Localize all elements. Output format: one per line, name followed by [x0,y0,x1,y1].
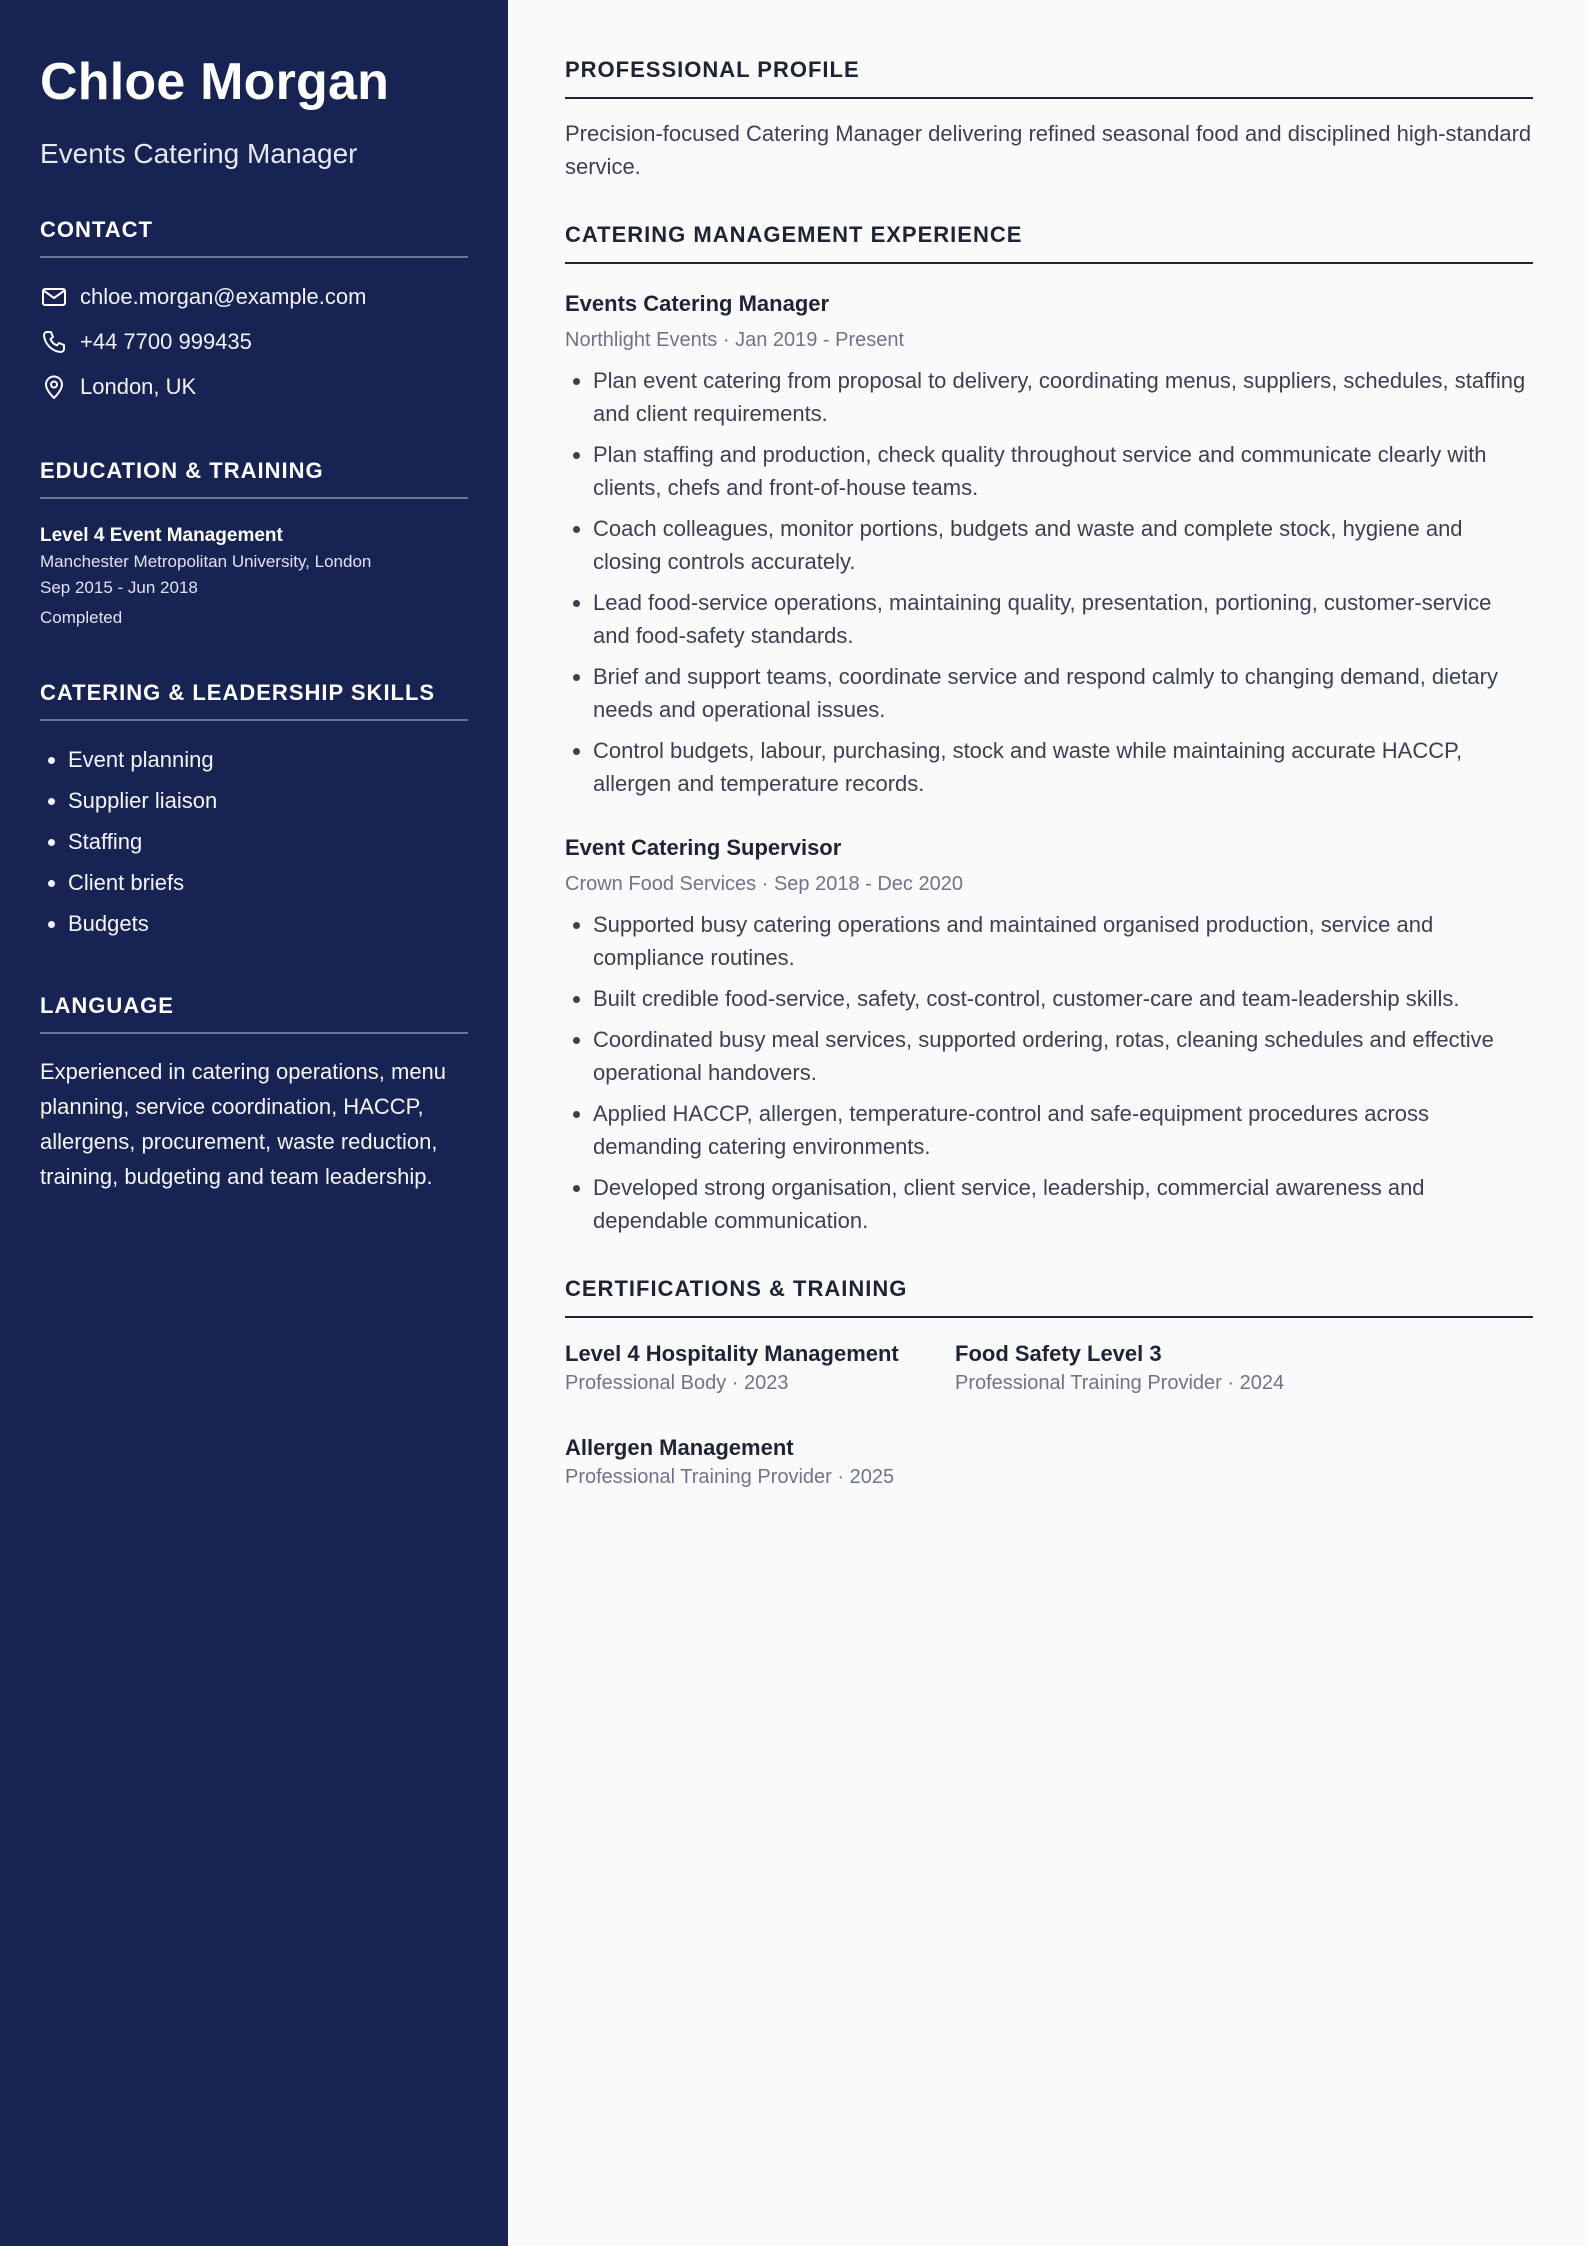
certification-meta: Professional Body · 2023 [565,1372,789,1394]
location-pin-icon [40,373,68,401]
candidate-role: Events Catering Manager [40,138,358,169]
skill-item: • Budgets [68,903,468,944]
certification-title: Food Safety Level 3 [955,1341,1162,1366]
sidebar [0,0,508,2246]
certification-entry [955,1340,1345,1398]
education-entry [40,523,468,631]
phone-text: +44 7700 999435 [80,328,252,354]
job-bullet: • Coach colleagues, monitor portions, budgets and waste and complete stock, hygiene and closing controls accurately. [593,512,1533,578]
candidate-name: Chloe Morgan [40,53,390,111]
experience-section [565,221,1533,1237]
job-bullets [565,908,1533,1237]
job-meta: Crown Food Services · Sep 2018 - Dec 2020 [565,873,963,895]
job-meta: Northlight Events · Jan 2019 - Present [565,329,905,351]
certification-entry [565,1434,955,1492]
certifications-heading: CERTIFICATIONS & TRAINING [565,1275,1533,1318]
job-bullet: • Plan staffing and production, check quality throughout service and communicate clearly with clients, chefs and front-of-house teams. [593,438,1533,504]
main-content [508,0,1588,2246]
language-text: Experienced in catering operations, menu planning, service coordination, HACCP, allergens, procurement, waste reduction, training, budgeting and team leadership. [40,1059,447,1189]
job-bullet: • Built credible food-service, safety, cost-control, customer-care and team-leadership skills. [593,982,1533,1015]
certification-entry [565,1340,955,1398]
skill-item: • Supplier liaison [68,780,468,821]
job-entry [565,290,1533,800]
profile-section [565,56,1533,183]
job-bullet: • Plan event catering from proposal to delivery, coordinating menus, suppliers, schedules, staffing and client requirements. [593,364,1533,430]
job-bullet: • Brief and support teams, coordinate service and respond calmly to changing demand, dietary needs and operational issues. [593,660,1533,726]
contact-email[interactable] [40,274,468,319]
job-bullet: • Supported busy catering operations and maintained organised production, service and compliance routines. [593,908,1533,974]
experience-heading: CATERING MANAGEMENT EXPERIENCE [565,221,1533,264]
education-dates: Sep 2015 - Jun 2018 [40,578,198,597]
skill-item: • Event planning [68,739,468,780]
job-bullets [565,364,1533,800]
education-status: Completed [40,608,123,627]
certifications-section [565,1275,1533,1528]
phone-icon [40,328,68,356]
job-bullet: • Control budgets, labour, purchasing, stock and waste while maintaining accurate HACCP, allergen and temperature records. [593,734,1533,800]
skill-item: • Staffing [68,821,468,862]
contact-phone[interactable] [40,319,468,364]
job-bullet: • Lead food-service operations, maintaining quality, presentation, portioning, customer-service and food-safety standards. [593,586,1533,652]
education-school: Manchester Metropolitan University, London [40,552,372,571]
mail-icon [40,283,68,311]
skills-heading: CATERING & LEADERSHIP SKILLS [40,679,468,721]
job-title: Events Catering Manager [565,291,830,316]
language-heading: LANGUAGE [40,992,468,1034]
education-section [40,457,468,631]
certification-title: Allergen Management [565,1435,794,1460]
skill-item: • Client briefs [68,862,468,903]
education-title: Level 4 Event Management [40,525,283,546]
certification-meta: Professional Training Provider · 2024 [955,1372,1285,1394]
contact-heading: CONTACT [40,216,468,258]
language-section [40,992,468,1194]
email-text: chloe.morgan@example.com [80,283,367,309]
education-heading: EDUCATION & TRAINING [40,457,468,499]
job-bullet: • Applied HACCP, allergen, temperature-control and safe-equipment procedures across demanding catering environments. [593,1097,1533,1163]
skills-list [40,739,468,944]
job-bullet: • Coordinated busy meal services, supported ordering, rotas, cleaning schedules and effective operational handovers. [593,1023,1533,1089]
location-text: London, UK [80,373,197,399]
job-bullet: • Developed strong organisation, client service, leadership, commercial awareness and dependable communication. [593,1171,1533,1237]
job-entry [565,834,1533,1237]
certification-title: Level 4 Hospitality Management [565,1341,899,1366]
profile-heading: PROFESSIONAL PROFILE [565,56,1533,99]
contact-list [40,274,468,409]
contact-location [40,364,468,409]
profile-text: Precision-focused Catering Manager delivering refined seasonal food and disciplined high-standard service. [565,121,1532,179]
certification-meta: Professional Training Provider · 2025 [565,1466,895,1488]
skills-section [40,679,468,944]
contact-section [40,216,468,409]
certifications-grid [565,1340,1533,1528]
job-title: Event Catering Supervisor [565,835,842,860]
